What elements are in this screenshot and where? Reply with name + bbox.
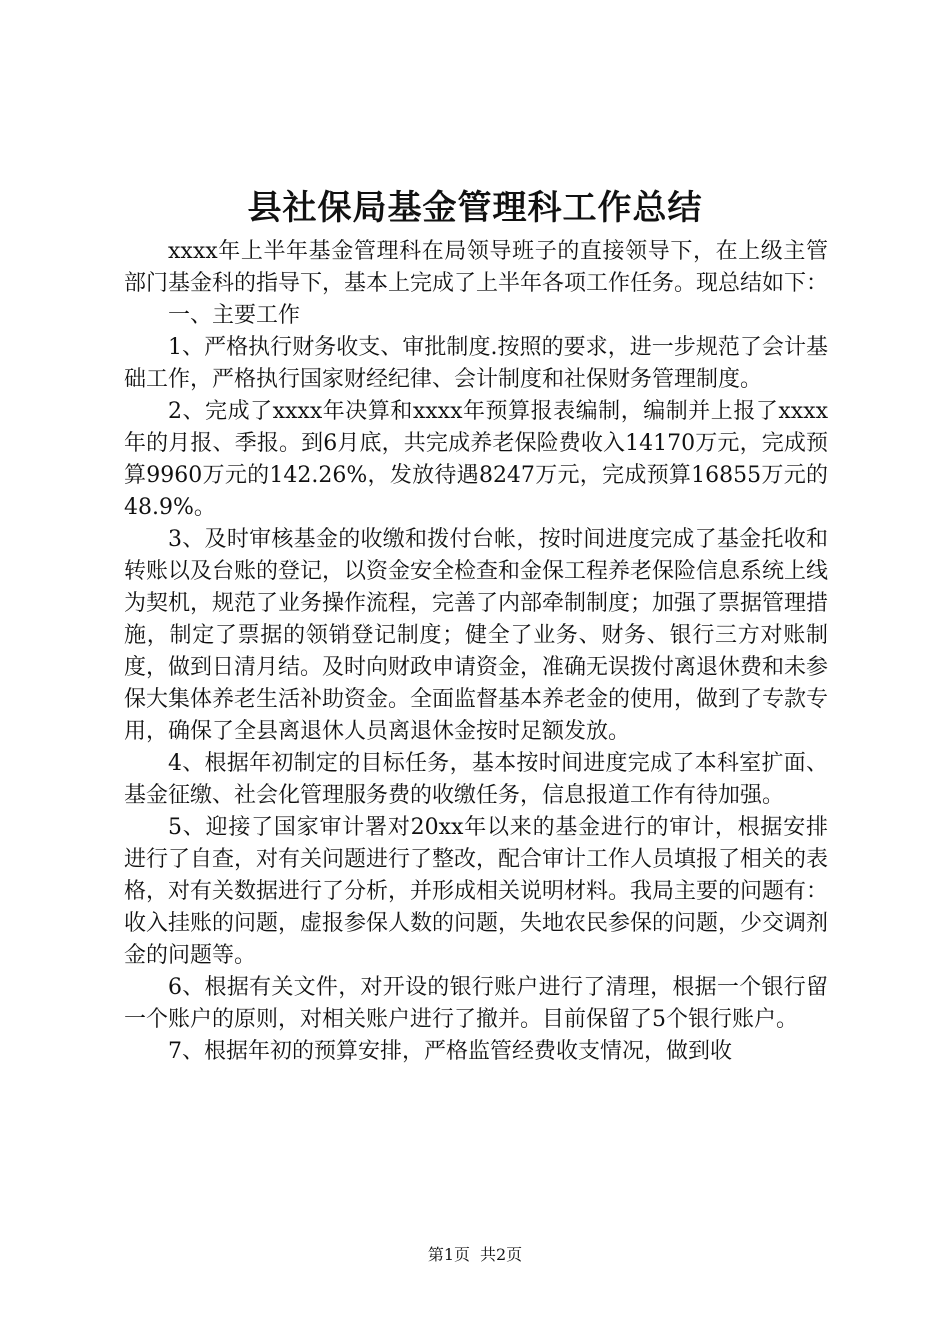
paragraph-item-2: 2、完成了xxxx年决算和xxxx年预算报表编制，编制并上报了xxxx年的月报、季报。到6月底，共完成养老保险费收入14170万元，完成预算9960万元的142.26%，发放待遇8247万元，完成预算16855万元的48.9%。 (124, 399, 828, 520)
paragraph-item-1: 1、严格执行财务收支、审批制度.按照的要求，进一步规范了会计基础工作，严格执行国家财经纪律、会计制度和社保财务管理制度。 (124, 335, 828, 392)
paragraph-item-3: 3、及时审核基金的收缴和拨付台帐，按时间进度完成了基金托收和转账以及台账的登记，以资金安全检查和金保工程养老保险信息系统上线为契机，规范了业务操作流程，完善了内部牵制制度；加强了票据管理措施，制定了票据的领销登记制度；健全了业务、财务、银行三方对账制度，做到日清月结。及时向财政申请资金，准确无误拨付离退休费和未参保大集体养老生活补助资金。全面监督基本养老金的使用，做到了专款专用，确保了全县离退休人员离退休金按时足额发放。 (124, 527, 829, 744)
page-footer (0, 1244, 950, 1266)
paragraph-item-5: 5、迎接了国家审计署对20xx年以来的基金进行的审计，根据安排进行了自查，对有关问题进行了整改，配合审计工作人员填报了相关的表格，对有关数据进行了分析，并形成相关说明材料。我局主要的问题有：收入挂账的问题，虚报参保人数的问题，失地农民参保的问题，少交调剂金的问题等。 (124, 815, 829, 968)
paragraph-item-6: 6、根据有关文件，对开设的银行账户进行了清理，根据一个银行留一个账户的原则，对相关账户进行了撤并。目前保留了5个银行账户。 (124, 975, 828, 1032)
paragraph-item-7: 7、根据年初的预算安排，严格监管经费收支情况，做到收 (168, 1039, 732, 1064)
document-title: 县社保局基金管理科工作总结 (247, 188, 703, 228)
page-number-current: 第1页 (427, 1245, 470, 1264)
document-body (124, 236, 828, 1068)
section-heading: 一、主要工作 (168, 303, 301, 328)
paragraph-intro: xxxx年上半年基金管理科在局领导班子的直接领导下，在上级主管部门基金科的指导下，基本上完成了上半年各项工作任务。现总结如下： (124, 239, 829, 296)
page-number-total: 共2页 (480, 1245, 523, 1264)
paragraph-item-4: 4、根据年初制定的目标任务，基本按时间进度完成了本科室扩面、基金征缴、社会化管理服务费的收缴任务，信息报道工作有待加强。 (124, 751, 828, 808)
